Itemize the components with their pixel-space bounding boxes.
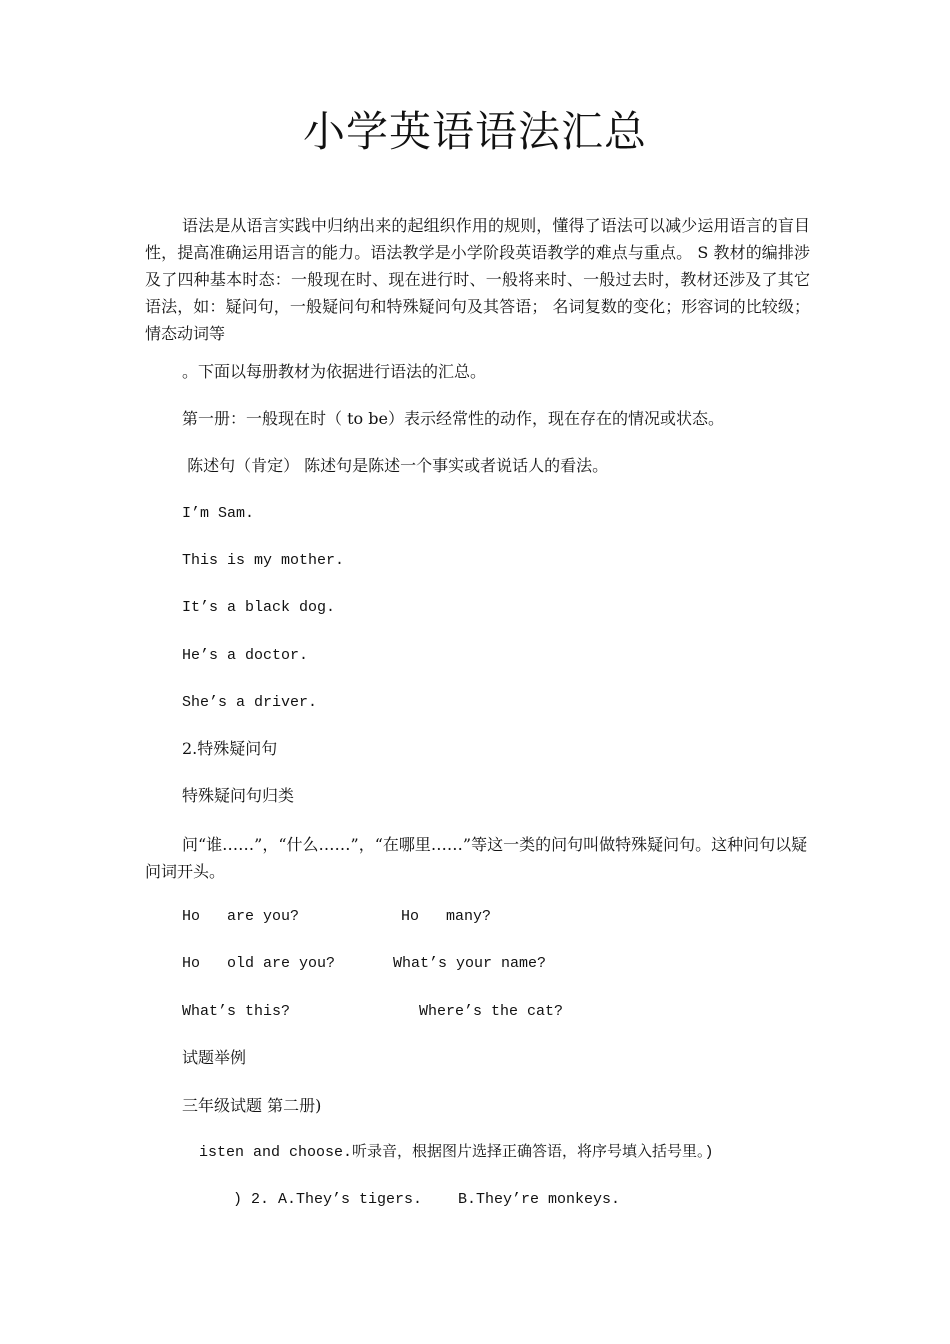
category-heading: 特殊疑问句归类	[182, 786, 295, 805]
summary-line: 。下面以每册教材为依据进行语法的汇总。	[182, 362, 487, 381]
grade-heading: 三年级试题 第二册)	[182, 1096, 322, 1115]
question-example: Ho many?	[401, 908, 492, 925]
intro-paragraph: 语法是从语言实践中归纳出来的起组织作用的规则，懂得了语法可以减少运用语言的盲目性，提高准确运用语言的能力。语法教学是小学阶段英语教学的难点与重点。 S 教材的编排涉及了四种基本时态：一般现在时、现在进行时、一般将来时、一般过去时，教材还涉及了其它语法，如：疑问句，一般疑问句和特殊疑问句及其答语； 名词复数的变化；形容词的比较级；情态动词等	[145, 216, 810, 343]
answer-line: ) 2. A.They’s tigers. B.They’re monkeys.	[233, 1191, 621, 1208]
example-line: It’s a black dog.	[182, 599, 336, 616]
example-line: This is my mother.	[182, 552, 345, 569]
question-example: What’s this?	[182, 1003, 291, 1020]
question-example: Ho old are you?	[182, 955, 336, 972]
example-line: I’m Sam.	[182, 505, 255, 522]
question-example: What’s your name?	[393, 955, 547, 972]
listen-instruction: isten and choose.听录音，根据图片选择正确答语，将序号填入括号里。)	[199, 1144, 714, 1161]
statement-line: 陈述句（肯定） 陈述句是陈述一个事实或者说话人的看法。	[182, 456, 609, 475]
question-example: Where’s the cat?	[419, 1003, 564, 1020]
question-example: Ho are you?	[182, 908, 300, 925]
document-title: 小学英语语法汇总	[302, 107, 647, 156]
special-question-description: 问“谁……”，“什么……”，“在哪里……”等这一类的问句叫做特殊疑问句。这种问句以疑问词开头。	[145, 835, 808, 881]
section-heading: 2.特殊疑问句	[182, 739, 278, 758]
book1-line: 第一册：一般现在时（ to be）表示经常性的动作，现在存在的情况或状态。	[182, 409, 724, 428]
test-examples-heading: 试题举例	[182, 1048, 247, 1067]
example-line: He’s a doctor.	[182, 647, 309, 664]
example-line: She’s a driver.	[182, 694, 318, 711]
